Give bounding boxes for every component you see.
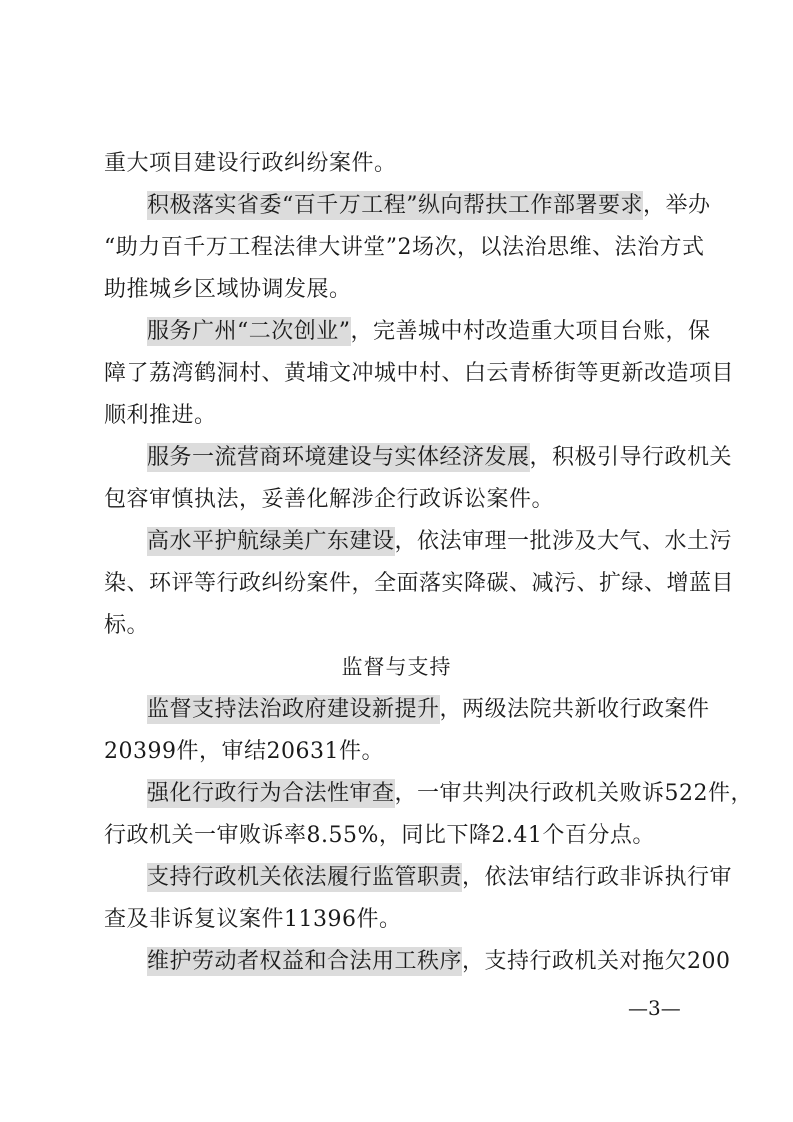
page-number: —3—: [628, 996, 681, 1020]
text-line: [147, 944, 731, 980]
line-text: ，举办: [643, 193, 711, 218]
text-line: [104, 356, 734, 392]
text-line: [104, 398, 217, 434]
highlighted-phrase: 服务一流营商环境建设与实体经济发展: [147, 445, 530, 470]
line-text: ，两级法院共新收行政案件: [439, 697, 710, 722]
text-line: [104, 482, 554, 518]
text-line: [104, 230, 705, 266]
line-text: 障了荔湾鹤洞村、黄埔文冲城中村、白云青桥街等更新改造项目: [104, 361, 735, 386]
text-line: [104, 902, 402, 938]
highlighted-phrase: 强化行政行为合法性审查: [147, 781, 395, 806]
text-line: [104, 608, 149, 644]
line-text: ，完善城中村改造重大项目台账，保: [350, 319, 711, 344]
line-text: 查及非诉复议案件11396件。: [104, 907, 402, 932]
line-text: 20399件，审结20631件。: [104, 739, 384, 764]
line-text: ，依法审结行政非诉执行审: [462, 865, 733, 890]
text-line: [104, 566, 734, 602]
highlighted-phrase: 维护劳动者权益和合法用工秩序: [147, 949, 463, 974]
text-line: [147, 314, 711, 350]
line-text: ，支持行政机关对拖欠200: [462, 949, 731, 974]
text-line: [147, 860, 732, 896]
section-heading: 监督与支持: [341, 655, 452, 679]
line-text: ，依法审理一批涉及大气、水土污: [394, 529, 733, 554]
text-line: [147, 776, 753, 812]
line-text: ，积极引导行政机关: [529, 445, 733, 470]
highlighted-phrase: 服务广州“二次创业”: [147, 319, 351, 344]
text-line: [104, 146, 397, 182]
line-text: 包容审慎执法，妥善化解涉企行政诉讼案件。: [104, 487, 555, 512]
text-line: [104, 272, 352, 308]
highlighted-phrase: 支持行政机关依法履行监管职责: [147, 865, 463, 890]
highlighted-phrase: 积极落实省委“百千万工程”纵向帮扶工作部署要求: [147, 193, 643, 218]
line-text: 助推城乡区域协调发展。: [104, 277, 352, 302]
highlighted-phrase: 高水平护航绿美广东建设: [147, 529, 395, 554]
line-text: “助力百千万工程法律大讲堂”2场次，以法治思维、法治方式: [104, 235, 705, 260]
text-line: [104, 734, 384, 770]
line-text: 重大项目建设行政纠纷案件。: [104, 151, 397, 176]
text-line: [147, 188, 711, 224]
text-line: [147, 440, 732, 476]
highlighted-phrase: 监督支持法治政府建设新提升: [147, 697, 440, 722]
line-text: 标。: [104, 613, 150, 638]
text-line: [104, 818, 655, 854]
text-line: [147, 524, 732, 560]
line-text: ，一审共判决行政机关败诉522件，: [394, 781, 754, 806]
line-text: 行政机关一审败诉率8.55%，同比下降2.41个百分点。: [104, 823, 655, 848]
line-text: 染、环评等行政纠纷案件，全面落实降碳、减污、扩绿、增蓝目: [104, 571, 735, 596]
line-text: 顺利推进。: [104, 403, 217, 428]
text-line: [147, 692, 710, 728]
